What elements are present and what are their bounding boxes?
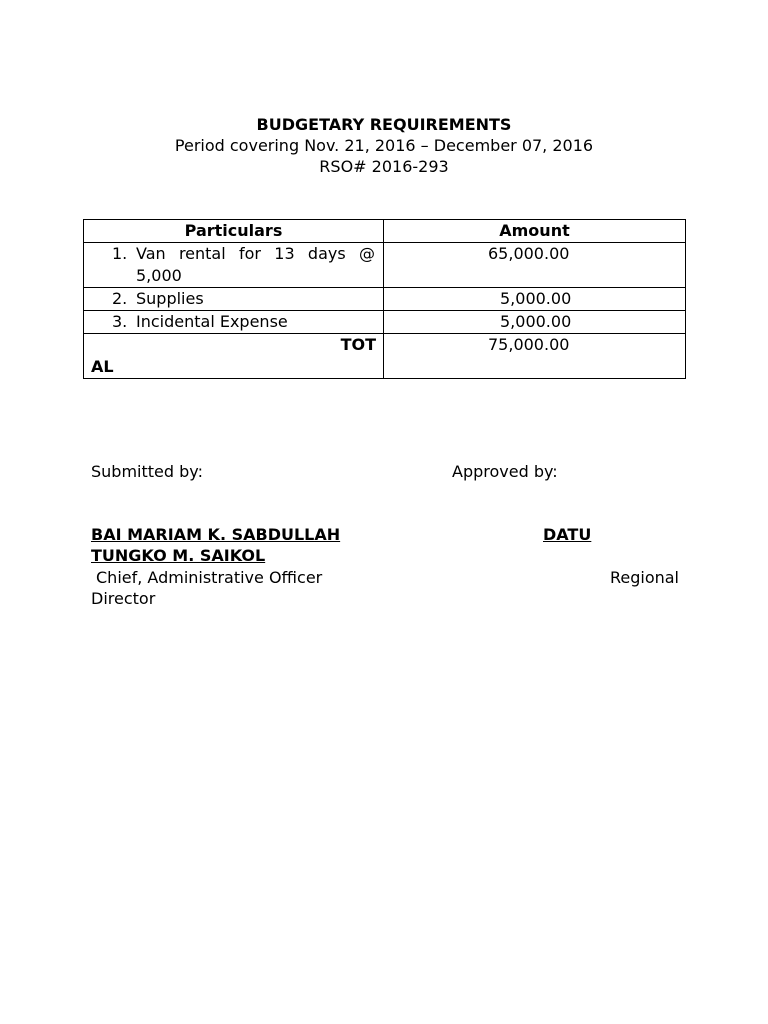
item-amount: 5,000.00: [500, 312, 572, 331]
total-label-part2: AL: [91, 357, 114, 376]
signature-labels: [91, 461, 679, 482]
item-description: Supplies: [136, 289, 204, 308]
amount-cell: [384, 243, 686, 288]
item-description: Van rental for 13 days @ 5,000: [136, 244, 375, 285]
approver-title-part1: Regional: [609, 568, 679, 587]
item-amount: 65,000.00: [488, 244, 570, 263]
submitted-by-label: Submitted by:: [91, 462, 203, 481]
table-header-row: [84, 220, 686, 243]
signatory-titles: [91, 567, 679, 609]
submitter-name: BAI MARIAM K. SABDULLAH: [91, 525, 341, 544]
column-header-particulars: Particulars: [84, 220, 384, 243]
particular-cell: [84, 288, 384, 311]
approver-name-part2: TUNGKO M. SAIKOL: [91, 546, 266, 565]
total-amount: 75,000.00: [488, 335, 570, 354]
total-label-part1: TOT: [340, 335, 376, 354]
document-header: [0, 114, 768, 177]
submitter-title: Chief, Administrative Officer: [96, 568, 323, 587]
document-title: BUDGETARY REQUIREMENTS: [256, 115, 512, 134]
total-amount-cell: [384, 334, 686, 379]
particular-cell: [84, 311, 384, 334]
item-description: Incidental Expense: [136, 312, 288, 331]
total-row: [84, 334, 686, 379]
item-number: 2.: [112, 289, 128, 308]
rso-number: RSO# 2016-293: [319, 157, 449, 176]
approved-by-label: Approved by:: [452, 462, 558, 481]
item-number: 1.: [112, 244, 128, 263]
amount-cell: [384, 311, 686, 334]
amount-cell: [384, 288, 686, 311]
budget-table: [83, 219, 686, 379]
period-line: Period covering Nov. 21, 2016 – December 07, 2016: [174, 136, 594, 155]
item-number: 3.: [112, 312, 128, 331]
approver-title-part2: Director: [91, 589, 156, 608]
column-header-amount: Amount: [384, 220, 686, 243]
approver-name-part1: DATU: [543, 525, 592, 544]
signatory-names: [91, 524, 679, 566]
item-amount: 5,000.00: [500, 289, 572, 308]
total-label-cell: [84, 334, 384, 379]
table-row: [84, 288, 686, 311]
table-row: [84, 311, 686, 334]
particular-cell: [84, 243, 384, 288]
table-row: [84, 243, 686, 288]
